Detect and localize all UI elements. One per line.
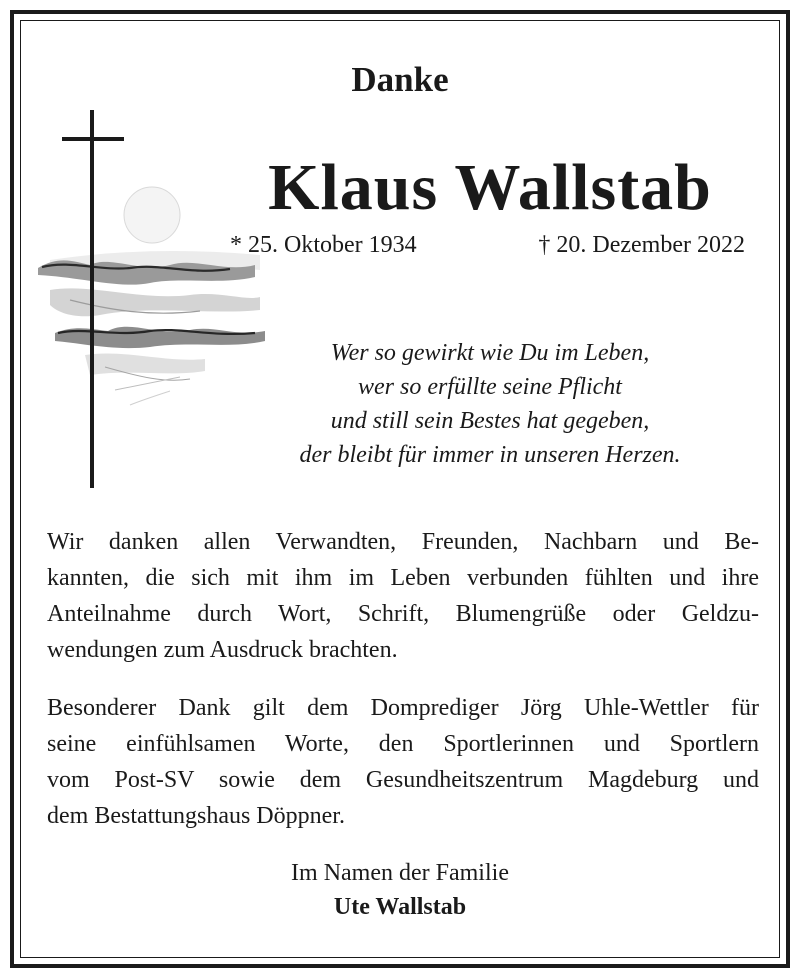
paragraph-line: dem Bestattungshaus Döppner. [47, 803, 345, 829]
paragraph-line: kannten, die sich mit ihm im Leben verbunden fühlten und ihre [47, 565, 759, 591]
paragraph-line: Wir danken allen Verwandten, Freunden, Nachbarn und Be- [47, 529, 759, 555]
poem-line: der bleibt für immer in unseren Herzen. [299, 442, 681, 468]
signoff-line: Im Namen der Familie [291, 860, 509, 886]
thanks-paragraph [47, 524, 759, 668]
paragraph-line: seine einfühlsamen Worte, den Sportlerinnen und Sportlern [47, 731, 759, 757]
poem-line: wer so erfüllte seine Pflicht [358, 374, 622, 400]
memorial-poem [230, 336, 750, 472]
signoff-name: Ute Wallstab [333, 894, 467, 920]
heading-thanks: Danke [351, 60, 449, 99]
paragraph-line: vom Post-SV sowie dem Gesundheitszentrum Magdeburg und [47, 767, 759, 793]
poem-line: und still sein Bestes hat gegeben, [330, 408, 650, 434]
paragraph-line: Besonderer Dank gilt dem Domprediger Jörg Uhle-Wettler für [47, 695, 759, 721]
paragraph-line: Anteilnahme durch Wort, Schrift, Blumengrüße oder Geldzu- [47, 601, 759, 627]
deceased-name: Klaus Wallstab [268, 151, 712, 224]
poem-line: Wer so gewirkt wie Du im Leben, [330, 340, 650, 366]
death-date: † 20. Dezember 2022 [538, 232, 745, 258]
signoff [0, 856, 800, 924]
special-thanks-paragraph [47, 690, 759, 834]
birth-date: * 25. Oktober 1934 [230, 232, 417, 258]
paragraph-line: wendungen zum Ausdruck brachten. [47, 637, 398, 663]
